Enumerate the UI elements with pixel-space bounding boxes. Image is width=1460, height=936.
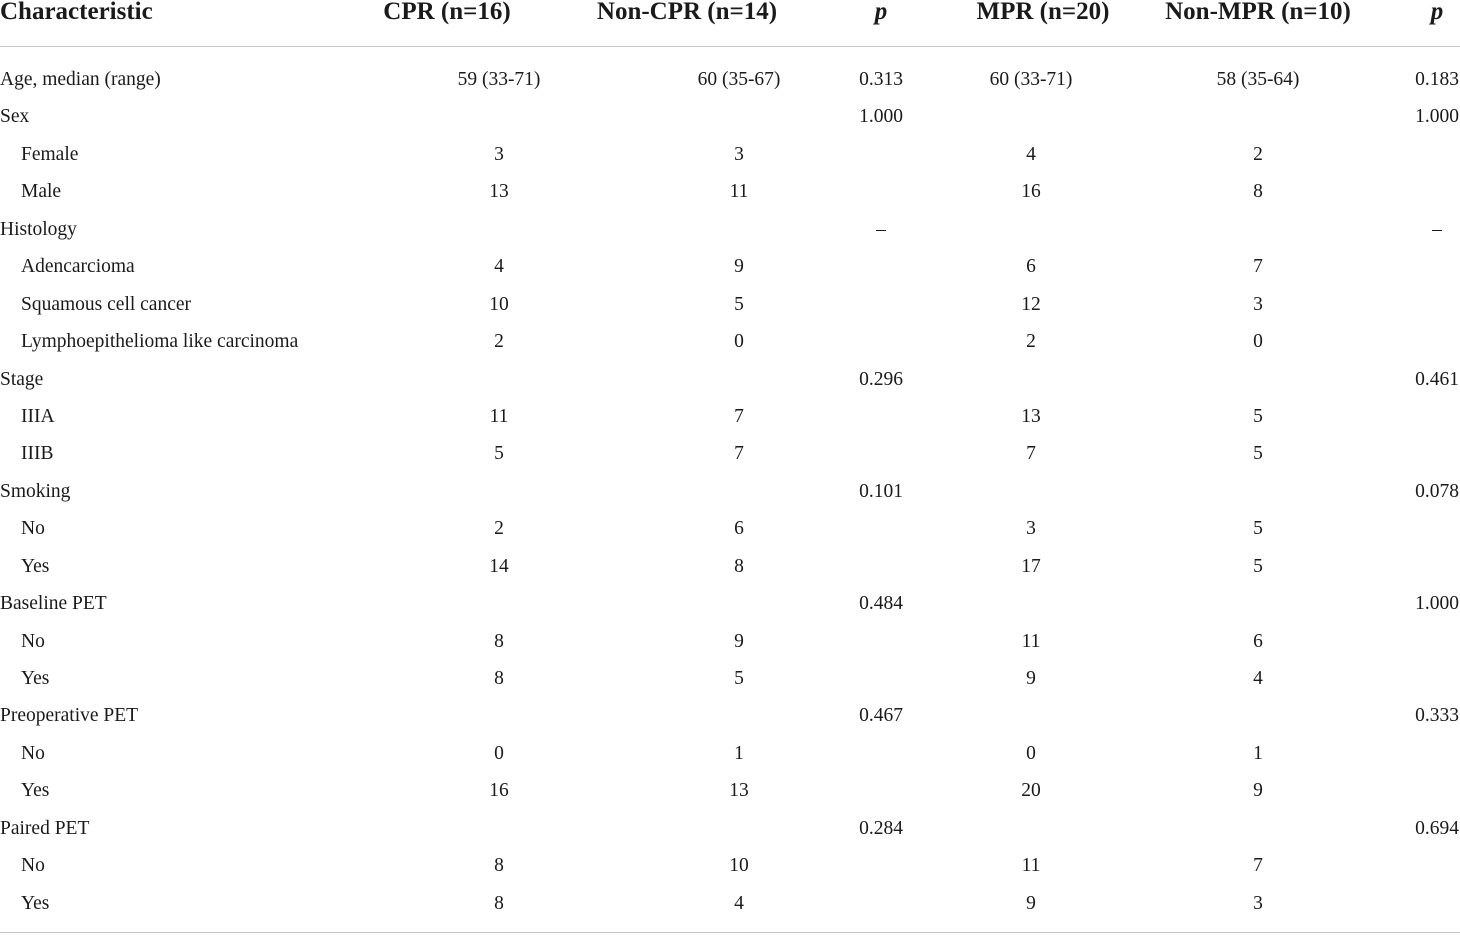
cell-p-value-cpr: 0.284: [859, 817, 903, 839]
cell-non-cpr: 3: [734, 143, 744, 165]
header-non-mpr: Non-MPR (n=10): [1165, 0, 1351, 25]
header-p-value-mpr: p: [1430, 0, 1444, 25]
cell-non-mpr: 5: [1253, 518, 1263, 540]
cell-cpr: 11: [489, 405, 509, 427]
cell-non-cpr: 0: [734, 331, 744, 353]
table-row: [0, 810, 1460, 847]
row-label: Stage: [0, 368, 44, 390]
table-body: [0, 47, 1460, 922]
cell-non-mpr: 1: [1253, 742, 1263, 764]
cell-non-mpr: 2: [1253, 143, 1263, 165]
cell-non-cpr: 10: [729, 855, 749, 877]
cell-p-value-mpr: 1.000: [1415, 593, 1459, 615]
cell-mpr: 11: [1021, 630, 1041, 652]
cell-mpr: 17: [1021, 555, 1041, 577]
table-row: [0, 361, 1460, 398]
row-sublabel: IIIB: [21, 443, 54, 465]
row-sublabel: Male: [21, 181, 62, 203]
cell-p-value-cpr: 0.101: [859, 480, 903, 502]
cell-non-mpr: 5: [1253, 443, 1263, 465]
row-sublabel: Yes: [21, 555, 50, 577]
cell-p-value-mpr: 0.078: [1415, 480, 1459, 502]
row-label: Paired PET: [0, 817, 90, 839]
bottom-rule: [0, 932, 1460, 933]
header-cpr: CPR (n=16): [383, 0, 511, 25]
header-mpr: MPR (n=20): [976, 0, 1110, 25]
cell-p-value-mpr: 0.694: [1415, 817, 1459, 839]
cell-non-mpr: 58 (35-64): [1216, 69, 1300, 90]
cell-cpr: 8: [494, 892, 504, 914]
cell-non-mpr: 0: [1253, 331, 1263, 353]
row-label: Sex: [0, 106, 30, 128]
cell-p-value-cpr: 1.000: [859, 106, 903, 128]
cell-mpr: 20: [1021, 780, 1041, 802]
cell-cpr: 16: [489, 780, 509, 802]
cell-mpr: 16: [1021, 181, 1041, 203]
cell-cpr: 13: [489, 181, 509, 203]
cell-mpr: 60 (33-71): [989, 69, 1073, 90]
cell-non-cpr: 7: [734, 443, 744, 465]
row-sublabel: Yes: [21, 668, 50, 689]
cell-cpr: 8: [494, 630, 504, 652]
row-label: Preoperative PET: [0, 705, 139, 727]
row-label: Histology: [0, 218, 77, 240]
table-row: [0, 473, 1460, 510]
header-characteristic: Characteristic: [0, 0, 153, 25]
cell-non-mpr: 3: [1253, 892, 1263, 914]
table-row: [0, 61, 1460, 98]
cell-cpr: 10: [489, 293, 509, 315]
cell-p-value-cpr: –: [876, 218, 886, 240]
row-sublabel: Female: [21, 143, 79, 165]
cell-cpr: 0: [494, 742, 504, 764]
table-row: [0, 660, 1460, 697]
table-row: [0, 585, 1460, 622]
cell-p-value-mpr: –: [1432, 218, 1442, 240]
cell-cpr: 59 (33-71): [457, 69, 541, 90]
cell-non-mpr: 5: [1253, 405, 1263, 427]
table-row: [0, 510, 1460, 547]
row-sublabel: No: [21, 742, 45, 764]
row-label: Baseline PET: [0, 593, 107, 615]
table-row: [0, 98, 1460, 135]
cell-non-cpr: 11: [729, 181, 749, 203]
cell-non-mpr: 5: [1253, 555, 1263, 577]
cell-mpr: 9: [1026, 668, 1036, 689]
cell-p-value-cpr: 0.296: [859, 368, 903, 390]
cell-cpr: 2: [494, 518, 504, 540]
row-sublabel: No: [21, 855, 45, 877]
table-row: [0, 211, 1460, 248]
cell-non-mpr: 8: [1253, 181, 1263, 203]
cell-p-value-mpr: 1.000: [1415, 106, 1459, 128]
table-row: [0, 772, 1460, 809]
cell-non-cpr: 4: [734, 892, 744, 914]
cell-non-cpr: 1: [734, 742, 744, 764]
cell-non-cpr: 9: [734, 630, 744, 652]
cell-mpr: 9: [1026, 892, 1036, 914]
cell-p-value-cpr: 0.467: [859, 705, 903, 727]
cell-non-cpr: 60 (35-67): [697, 69, 781, 90]
cell-cpr: 14: [489, 555, 509, 577]
cell-mpr: 2: [1026, 331, 1036, 353]
cell-non-mpr: 9: [1253, 780, 1263, 802]
row-sublabel: Adencarcioma: [21, 256, 135, 278]
cell-mpr: 4: [1026, 143, 1036, 165]
cell-non-cpr: 9: [734, 256, 744, 278]
cell-p-value-cpr: 0.484: [859, 593, 903, 615]
cell-non-mpr: 3: [1253, 293, 1263, 315]
cell-mpr: 11: [1021, 855, 1041, 877]
cell-non-cpr: 13: [729, 780, 749, 802]
cell-p-value-cpr: 0.313: [859, 69, 903, 90]
cell-p-value-mpr: 0.183: [1415, 69, 1459, 90]
row-sublabel: Yes: [21, 780, 50, 802]
row-sublabel: Yes: [21, 892, 50, 914]
row-label: Smoking: [0, 480, 71, 502]
row-sublabel: Squamous cell cancer: [21, 293, 192, 315]
cell-cpr: 2: [494, 331, 504, 353]
table-row: [0, 286, 1460, 323]
cell-cpr: 8: [494, 855, 504, 877]
cell-non-mpr: 7: [1253, 256, 1263, 278]
header-p-value-cpr: p: [874, 0, 888, 25]
cell-cpr: 4: [494, 256, 504, 278]
table-header: [0, 0, 1460, 47]
row-sublabel: Lymphoepithelioma like carcinoma: [21, 331, 299, 353]
table-row: [0, 173, 1460, 210]
cell-p-value-mpr: 0.333: [1415, 705, 1459, 727]
cell-mpr: 13: [1021, 405, 1041, 427]
table-row: [0, 735, 1460, 772]
cell-non-cpr: 8: [734, 555, 744, 577]
cell-p-value-mpr: 0.461: [1415, 368, 1459, 390]
cell-mpr: 7: [1026, 443, 1036, 465]
table-row: [0, 697, 1460, 734]
table-row: [0, 623, 1460, 660]
cell-cpr: 5: [494, 443, 504, 465]
table-row: [0, 885, 1460, 922]
table-row: [0, 398, 1460, 435]
table-row: [0, 435, 1460, 472]
cell-cpr: 8: [494, 668, 504, 689]
table-row: [0, 323, 1460, 360]
row-label: Age, median (range): [0, 69, 161, 90]
cell-non-cpr: 6: [734, 518, 744, 540]
cell-non-cpr: 7: [734, 405, 744, 427]
row-sublabel: IIIA: [21, 405, 55, 427]
cell-mpr: 3: [1026, 518, 1036, 540]
cell-non-cpr: 5: [734, 668, 744, 689]
cell-non-mpr: 6: [1253, 630, 1263, 652]
row-sublabel: No: [21, 518, 45, 540]
cell-mpr: 6: [1026, 256, 1036, 278]
table-row: [0, 548, 1460, 585]
header-non-cpr: Non-CPR (n=14): [596, 0, 778, 25]
table-row: [0, 248, 1460, 285]
cell-non-mpr: 7: [1253, 855, 1263, 877]
cell-non-cpr: 5: [734, 293, 744, 315]
cell-mpr: 12: [1021, 293, 1041, 315]
cell-mpr: 0: [1026, 742, 1036, 764]
table-row: [0, 136, 1460, 173]
cell-non-mpr: 4: [1253, 668, 1263, 689]
table-row: [0, 847, 1460, 884]
row-sublabel: No: [21, 630, 45, 652]
cell-cpr: 3: [494, 143, 504, 165]
